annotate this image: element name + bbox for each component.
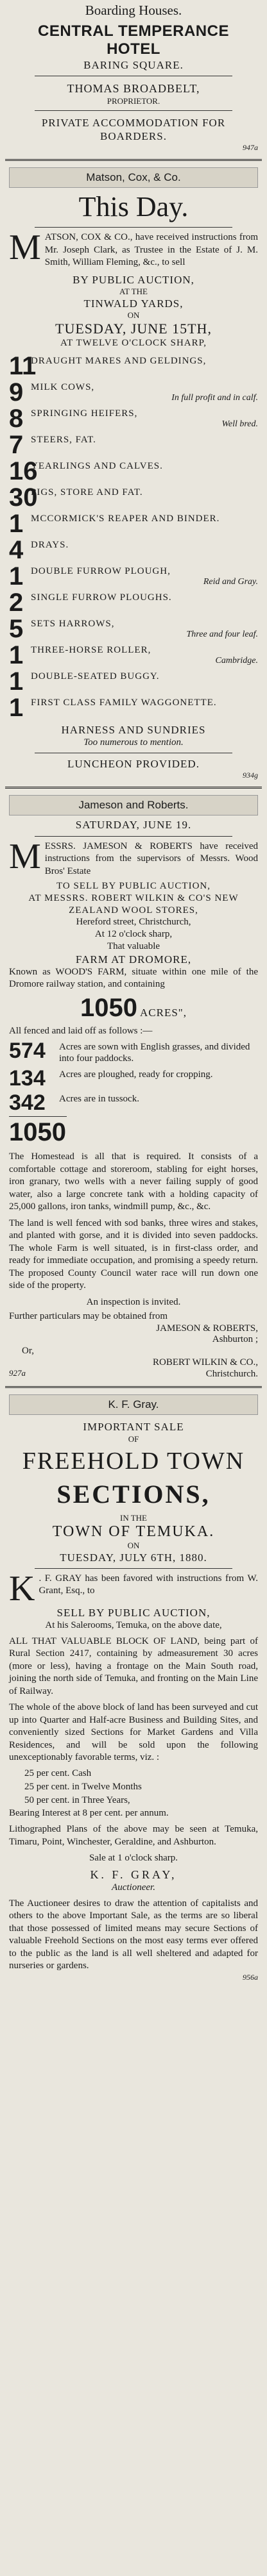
matson-ad: [5, 167, 262, 780]
sale-time: AT TWELVE O'CLOCK SHARP,: [60, 338, 207, 349]
proprietor-role: PROPRIETOR.: [107, 96, 160, 106]
sum-rule: [9, 1116, 67, 1117]
agent-location: Ashburton ;: [212, 1334, 258, 1344]
divider: [35, 110, 232, 111]
land-paragraph: ALL THAT VALUABLE BLOCK OF LAND, being part of Rural Section 2417, containing by admeasurement 30 acres (more or less), having a frontage on the Main South road, joining the north side of Temuka, and fronting on the Main Line of Railway.: [9, 1635, 258, 1696]
list-item: 342 Acres are in tussock.: [9, 1091, 139, 1115]
list-item: 11 DRAUGHT MARES AND GELDINGS,: [9, 352, 207, 380]
list-item: 1 DOUBLE-SEATED BUGGY.: [9, 667, 160, 696]
divider: [35, 1568, 232, 1569]
interest-line: Bearing Interest at 8 per cent. per annum.: [9, 1807, 169, 1818]
to-sell: TO SELL BY PUBLIC AUCTION,: [56, 881, 211, 891]
on-label: ON: [127, 310, 140, 321]
note-paragraph: The Auctioneer desires to draw the attention of capitalists and others to the above Important Sale, as the terms are so liberal that those possessed of limited means may secure Sections of valuable Freehold Sections on the most easy terms ever offered to the public as the land is all well sheltered and adapted for nurseries or gardens.: [9, 1898, 258, 1971]
drop-cap: M: [9, 836, 41, 876]
gray-ad: [5, 1394, 262, 1982]
advertiser-banner: Matson, Cox, & Co.: [9, 167, 258, 188]
offer-line-2: BOARDERS.: [100, 130, 167, 142]
on-label: ON: [127, 1540, 140, 1550]
hotel-name: CENTRAL TEMPERANCE HOTEL: [38, 22, 229, 58]
fencing-paragraph: The land is well fenced with sod banks, three wires and stakes, and planted with gorse, and it is divided into seven paddocks. The whole Farm is well situated, is in first-class order, and ready for immediate occupation, and promising a speedy return. The proposed County Council water race will run down one side of the property.: [9, 1217, 258, 1291]
boarding-ad: [5, 3, 262, 153]
jameson-ad: [5, 795, 262, 1380]
important-sale: IMPORTANT SALE: [83, 1421, 184, 1434]
divider: [35, 836, 232, 837]
intro-text: . F. GRAY has been favored with instructions from W. Grant, Esq., to: [39, 1573, 258, 1596]
ad-ref: 927a: [9, 1367, 26, 1378]
ad-ref: 947a: [243, 143, 258, 153]
list-item: 1 DOUBLE FURROW PLOUGH, Reid and Gray.: [9, 562, 258, 590]
auctioneer-title: Auctioneer.: [112, 1882, 155, 1893]
drop-cap: M: [9, 228, 41, 268]
freehold-heading: FREEHOLD TOWN: [22, 1447, 245, 1475]
or-label: Or,: [22, 1345, 34, 1356]
list-item: 134 Acres are ploughed, ready for cropping.: [9, 1066, 213, 1091]
drop-cap: K: [9, 1568, 35, 1609]
intro-paragraph: [9, 228, 258, 269]
list-item: 7 STEERS, FAT.: [9, 431, 96, 459]
intro-text: ESSRS. JAMESON & ROBERTS have received instructions from the supervisors of Messrs. Wood Bros' Estate: [44, 841, 258, 876]
inspection-line: An inspection is invited.: [86, 1296, 181, 1307]
list-item: 4 DRAYS.: [9, 536, 69, 564]
advertiser-banner: K. F. Gray.: [9, 1394, 258, 1415]
in-the: IN THE: [119, 1512, 147, 1523]
acre-list: [9, 1040, 258, 1114]
divider: [35, 227, 232, 228]
offer-line-1: PRIVATE ACCOMMODATION FOR: [41, 116, 226, 129]
list-item: 8 SPRINGING HEIFERS, Well bred.: [9, 405, 258, 433]
list-item: 574 Acres are sown with English grasses, and divided into four paddocks.: [9, 1038, 250, 1064]
town-name: TOWN OF TEMUKA.: [52, 1523, 215, 1540]
agent-location: Christchurch.: [205, 1368, 258, 1379]
acreage-total: 1050: [9, 1118, 66, 1146]
farm-name: FARM AT DROMORE,: [75, 953, 192, 966]
column-rule: [5, 159, 262, 161]
sections-heading: SECTIONS,: [56, 1479, 211, 1509]
homestead-paragraph: The Homestead is all that is required. It consists of a comfortable cottage and storeroom, stabling for eight horses, iron granary, two wells with a never failing supply of good water, also a large concrete tank with a holding capacity of 25,000 gallons, iron tanks, windmill pump, &c., &c.: [9, 1151, 258, 1212]
sale-time: Sale at 1 o'clock sharp.: [89, 1853, 178, 1864]
list-item: 5 SETS HARROWS, Three and four leaf.: [9, 615, 258, 643]
at-the: AT THE: [119, 287, 148, 296]
list-item: 1 FIRST CLASS FAMILY WAGGONETTE.: [9, 694, 217, 722]
terms-list: [9, 1767, 258, 1807]
intro-text: ATSON, COX & CO., have received instructions from Mr. Joseph Clark, as Trustee in the Estate of J. M. Smith, William Fleming, &c., to sell: [44, 232, 258, 268]
harness-line: HARNESS AND SUNDRIES: [61, 724, 206, 736]
intro-paragraph: [9, 1568, 258, 1609]
plans-paragraph: Lithographed Plans of the above may be seen at Temuka, Timaru, Point, Winchester, Geraldine, and Ashburton.: [9, 1824, 258, 1847]
agent-name: ROBERT WILKIN & CO.,: [153, 1357, 258, 1367]
column-rule: [5, 787, 262, 789]
ad-ref: 934g: [243, 771, 258, 780]
venue: AT MESSRS. ROBERT WILKIN & CO'S NEW ZEALAND WOOL STORES,: [28, 892, 239, 916]
fenced-line: All fenced and laid off as follows :—: [9, 1025, 153, 1036]
of-label: OF: [128, 1434, 139, 1444]
auctioneer-name: K. F. GRAY,: [90, 1868, 177, 1881]
list-item: 2 SINGLE FURROW PLOUGHS.: [9, 589, 172, 617]
list-item: 50 per cent. in Three Years,: [24, 1794, 130, 1805]
ad-ref: 956a: [243, 1972, 258, 1982]
sell-line: SELL BY PUBLIC AUCTION,: [56, 1606, 211, 1619]
intro-paragraph: [9, 836, 258, 878]
that-valuable: That valuable: [107, 941, 160, 951]
lot-list: [9, 353, 258, 721]
proprietor-name: THOMAS BROADBELT,: [67, 82, 200, 96]
list-item: 9 MILK COWS, In full profit and in calf.: [9, 378, 258, 406]
sale-date: TUESDAY, JUNE 15TH,: [55, 321, 212, 337]
list-item: 25 per cent. Cash: [24, 1768, 92, 1778]
agent-name: JAMESON & ROBERTS,: [156, 1323, 258, 1334]
luncheon-line: LUNCHEON PROVIDED.: [67, 758, 200, 770]
list-item: 16 YEARLINGS AND CALVES.: [9, 457, 163, 485]
acreage-number: 1050: [80, 993, 137, 1022]
further-line: Further particulars may be obtained from: [9, 1311, 168, 1322]
ref-row: [9, 1368, 258, 1380]
harness-sub: Too numerous to mention.: [83, 737, 184, 748]
list-item: 1 MCCORMICK'S REAPER AND BINDER.: [9, 510, 220, 538]
newspaper-page: [5, 0, 262, 1982]
ad-title: This Day.: [78, 191, 189, 223]
sale-date: TUESDAY, JULY 6TH, 1880.: [60, 1551, 207, 1564]
hotel-location: BARING SQUARE.: [83, 59, 184, 71]
acreage-unit: ACRES",: [140, 1006, 187, 1019]
advertiser-banner: Jameson and Roberts.: [9, 795, 258, 815]
survey-paragraph: The whole of the above block of land has been surveyed and cut up into Quarter and Half-acre Business and Building Sites, and conveniently sized Sections for Market Gardens and Villa Residences, and will be sold upon the following unexceptionably favorable terms, viz. :: [9, 1702, 258, 1763]
address: Hereford street, Christchurch,: [76, 917, 191, 928]
salerooms-line: At his Salerooms, Temuka, on the above date,: [45, 1620, 222, 1630]
list-item: 1 THREE-HORSE ROLLER, Cambridge.: [9, 641, 258, 669]
venue: TINWALD YARDS,: [83, 297, 184, 310]
list-item: 30 PIGS, STORE AND FAT.: [9, 483, 143, 512]
section-header: Boarding Houses.: [85, 3, 182, 18]
farm-description: Known as WOOD'S FARM, situate within one mile of the Dromore railway station, and containing: [9, 966, 258, 990]
column-rule: [5, 1386, 262, 1388]
sale-time: At 12 o'clock sharp,: [94, 929, 173, 939]
auction-line: BY PUBLIC AUCTION,: [73, 273, 194, 286]
sale-date: SATURDAY, JUNE 19.: [75, 819, 192, 832]
list-item: 25 per cent. in Twelve Months: [24, 1781, 142, 1792]
acreage: [9, 994, 258, 1023]
